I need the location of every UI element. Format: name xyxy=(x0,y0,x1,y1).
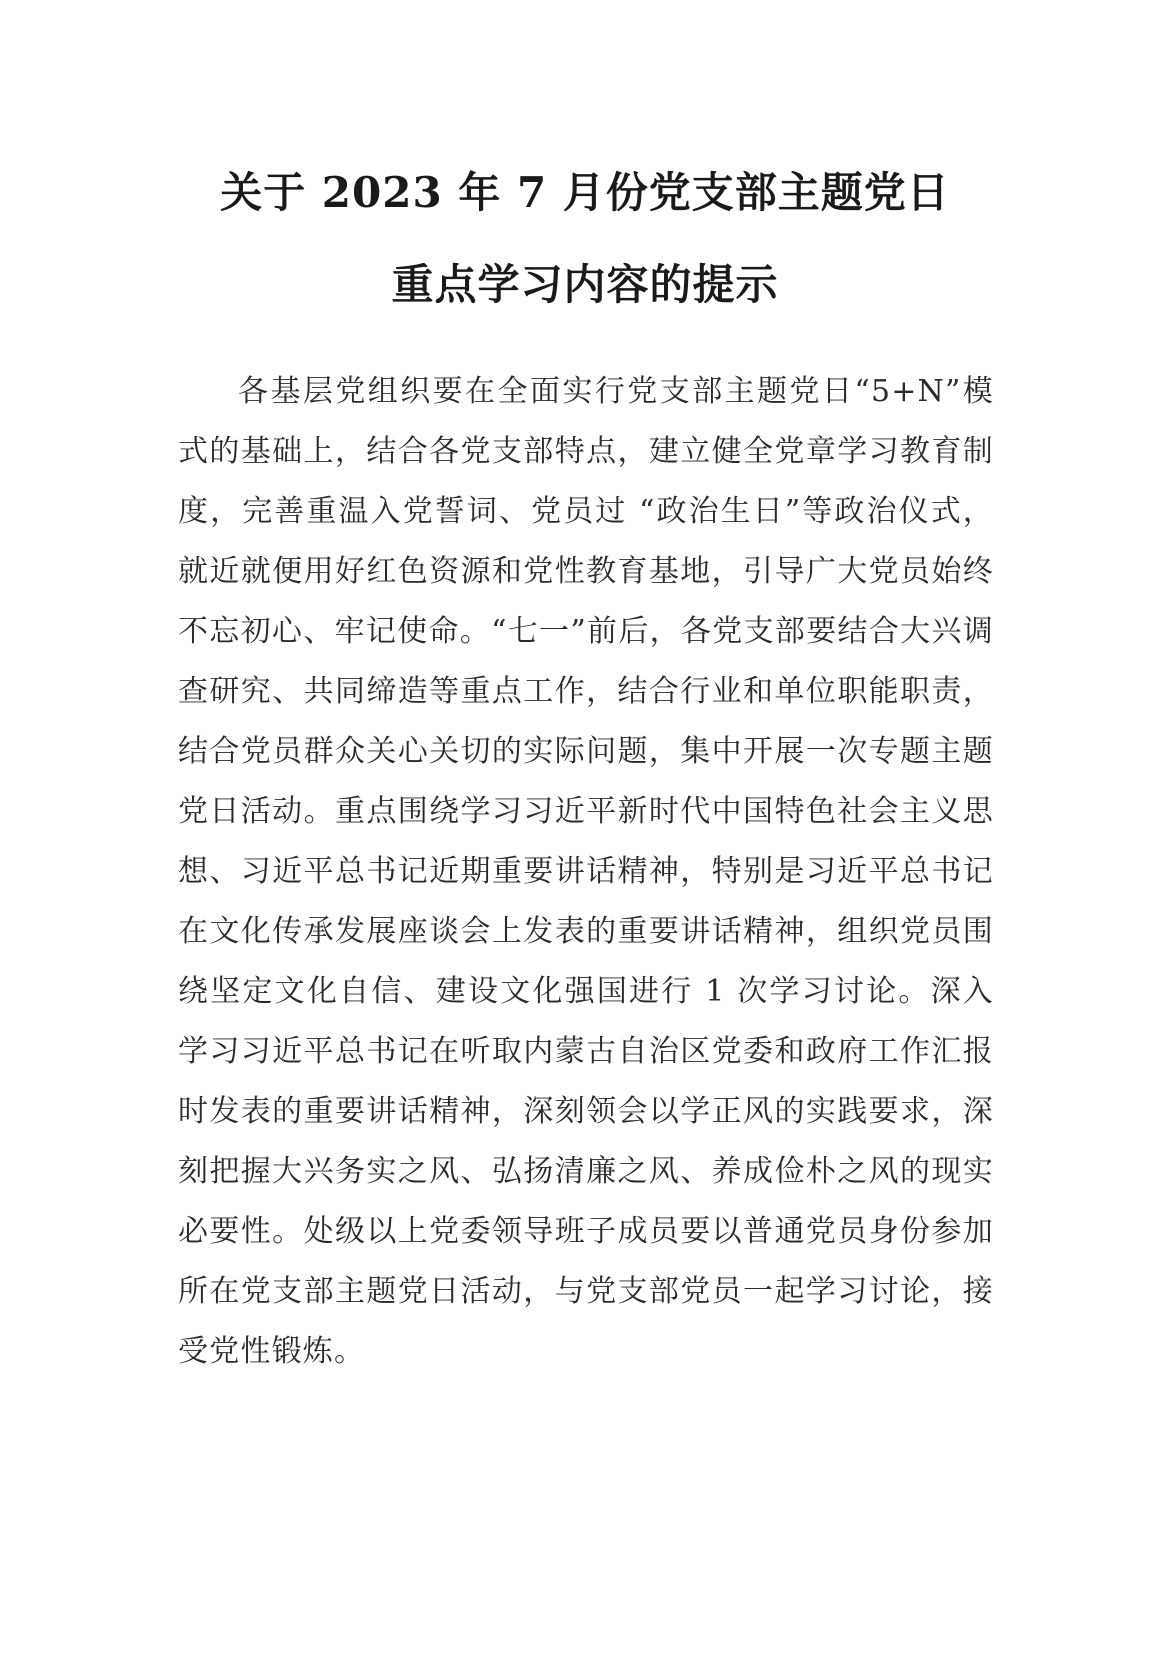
document-title-line-1: 关于 2023 年 7 月份党支部主题党日 xyxy=(220,168,950,217)
document-title-line-2: 重点学习内容的提示 xyxy=(391,260,779,309)
document-body-paragraph: 各基层党组织要在全面实行党支部主题党日“5+N”模式的基础上，结合各党支部特点，建立健全党章学习教育制度，完善重温入党誓词、党员过 “政治生日”等政治仪式，就近就便用好红色资源和党性教育基地，引导广大党员始终不忘初心、牢记使命。“七一”前后，各党支部要结合大兴调查研究、共同缔造等重点工作，结合行业和单位职能职责，结合党员群众关心关切的实际问题，集中开展一次专题主题党日活动。重点围绕学习习近平新时代中国特色社会主义思想、习近平总书记近期重要讲话精神，特别是习近平总书记在文化传承发展座谈会上发表的重要讲话精神，组织党员围绕坚定文化自信、建设文化强国进行 1 次学习讨论。深入学习习近平总书记在听取内蒙古自治区党委和政府工作汇报时发表的重要讲话精神，深刻领会以学正风的实践要求，深刻把握大兴务实之风、弘扬清廉之风、养成俭朴之风的现实必要性。处级以上党委领导班子成员要以普通党员身份参加所在党支部主题党日活动，与党支部党员一起学习讨论，接受党性锻炼。 xyxy=(178,374,994,1369)
